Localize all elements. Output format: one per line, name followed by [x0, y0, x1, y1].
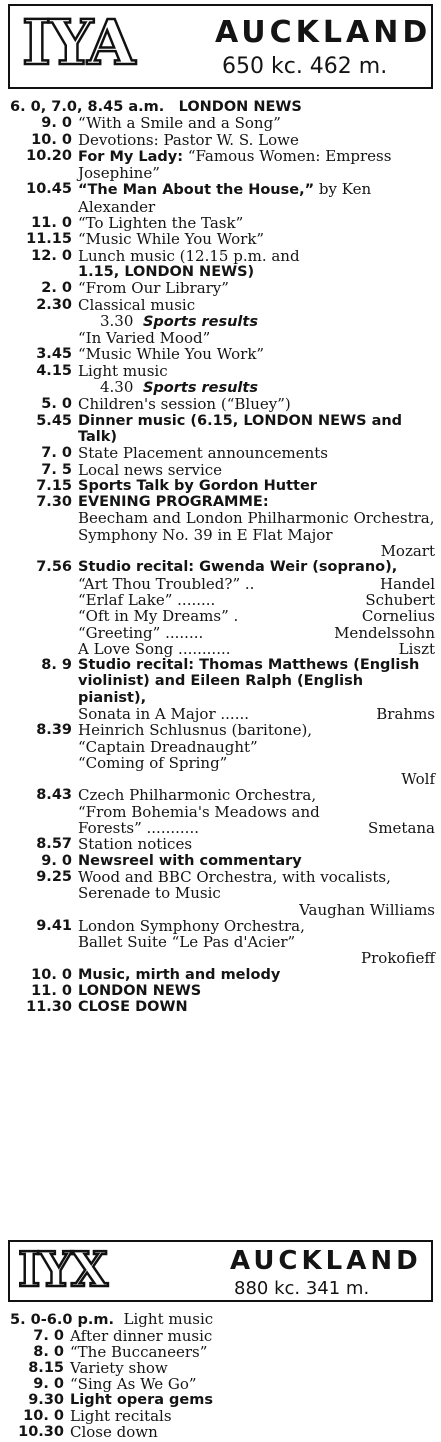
song-title: “Coming of Spring” — [78, 753, 228, 772]
programme-time: 8. 9 — [41, 657, 72, 674]
song-composer: Schubert — [365, 590, 435, 609]
programme-row — [0, 215, 441, 231]
programme-title: “The Man About the House,” — [78, 182, 315, 199]
programme-list-1yx — [0, 1311, 441, 1440]
programme-time: 4.15 — [36, 362, 72, 379]
song-composer: Smetana — [368, 819, 435, 838]
programme-row — [0, 248, 441, 281]
programme-time: 8.43 — [36, 787, 72, 804]
programme-time: 9. 0 — [41, 852, 72, 869]
programme-row — [0, 396, 441, 412]
programme-time: 8.57 — [36, 836, 72, 853]
programme-time: 12. 0 — [31, 247, 72, 264]
programme-time: 5. 0-6.0 p.m. — [10, 1312, 114, 1328]
programme-time: 8.39 — [36, 722, 72, 739]
programme-detail: 1.15, LONDON NEWS) — [78, 263, 255, 280]
station-frequency: 880 kc. 341 m. — [234, 1278, 370, 1299]
song-composer: Liszt — [398, 639, 435, 658]
programme-time: 9. 0 — [33, 1376, 64, 1392]
programme-title: After dinner music — [70, 1327, 213, 1345]
programme-row — [0, 297, 441, 347]
song-line — [78, 576, 435, 592]
programme-row — [0, 836, 441, 852]
programme-time: 11. 0 — [31, 983, 72, 1000]
programme-work: Serenade to Music — [78, 884, 221, 903]
programme-title: CLOSE DOWN — [78, 999, 188, 1016]
song-line — [78, 592, 435, 608]
programme-title: For My Lady: — [78, 148, 184, 165]
song-title: “From Bohemia's Meadows and Forests” ........... — [78, 802, 320, 838]
programme-title: “To Lighten the Task” — [78, 214, 244, 233]
programme-time: 11. 0 — [31, 215, 72, 232]
programme-title: Light music — [78, 361, 168, 380]
programme-title: Light music — [123, 1310, 214, 1328]
programme-title: Dinner music (6.15, LONDON NEWS and Talk) — [78, 412, 403, 445]
programme-time: 8. 0 — [33, 1344, 64, 1360]
song-title: “Captain Dreadnaught” — [78, 737, 258, 756]
programme-time: 7. 5 — [41, 461, 72, 478]
programme-title: Station notices — [78, 835, 193, 854]
programme-work: Ballet Suite “Le Pas d'Acier” — [78, 933, 296, 952]
programme-row — [0, 853, 441, 869]
programme-title: Sports Talk by Gordon Hutter — [78, 477, 317, 494]
programme-title: LONDON NEWS — [178, 99, 302, 115]
programme-time: 10.20 — [26, 147, 72, 164]
programme-row — [0, 445, 441, 461]
programme-detail: “In Varied Mood” — [78, 329, 211, 348]
programme-time: 7.15 — [36, 477, 72, 494]
programme-work: Symphony No. 39 in E Flat Major — [78, 525, 333, 544]
programme-row — [0, 1392, 441, 1408]
programme-time: 10.45 — [26, 181, 72, 198]
programme-title: “The Buccaneers” — [70, 1343, 208, 1361]
programme-row — [0, 967, 441, 983]
programme-title: “Music While You Work” — [78, 345, 265, 364]
programme-title: Close down — [70, 1423, 158, 1441]
programme-row — [0, 1328, 441, 1344]
programme-title: Children's session (“Bluey”) — [78, 395, 291, 414]
programme-row — [0, 1376, 441, 1392]
programme-title: Variety show — [70, 1359, 168, 1377]
programme-row — [0, 559, 441, 657]
programme-time: 9. 0 — [41, 115, 72, 132]
programme-time: 3.45 — [36, 346, 72, 363]
programme-row — [0, 413, 441, 446]
programme-row — [0, 1424, 441, 1440]
programme-detail: Sports results — [142, 380, 258, 397]
programme-time: 5.45 — [36, 412, 72, 429]
programme-row — [0, 148, 441, 182]
programme-row — [0, 181, 441, 215]
programme-title: “From Our Library” — [78, 279, 229, 298]
programme-row — [0, 115, 441, 131]
programme-time: 9.41 — [36, 917, 72, 934]
programme-title: EVENING PROGRAMME: — [78, 494, 269, 511]
programme-title: Lunch music (12.15 p.m. and — [78, 246, 300, 265]
programme-row — [0, 1360, 441, 1376]
programme-title: Light recitals — [70, 1407, 172, 1425]
song-title: A Love Song ........... — [78, 639, 231, 658]
programme-row — [0, 999, 441, 1015]
programme-time: 11.30 — [26, 999, 72, 1016]
programme-time: 9.30 — [28, 1392, 64, 1408]
programme-composer: Mozart — [380, 542, 435, 561]
programme-title: “Sing As We Go” — [70, 1375, 197, 1393]
programme-title: Light opera gems — [70, 1392, 214, 1408]
programme-title: Studio recital: Gwenda Weir (soprano), — [78, 559, 398, 576]
programme-title: LONDON NEWS — [78, 983, 202, 1000]
programme-title: Music, mirth and melody — [78, 966, 281, 983]
programme-subtime: 4.30 — [100, 378, 134, 397]
song-title: Sonata in A Major ...... — [78, 704, 250, 723]
song-title: “Erlaf Lake” ........ — [78, 590, 216, 609]
programme-row — [0, 231, 441, 247]
programme-title: Local news service — [78, 460, 223, 479]
programme-detail: “Famous Women: Empress Josephine” — [78, 146, 392, 183]
programme-row — [0, 494, 441, 559]
programme-time: 6. 0, 7.0, 8.45 a.m. — [10, 99, 165, 115]
programme-row — [0, 478, 441, 494]
programme-title: Heinrich Schlusnus (baritone), — [78, 721, 313, 740]
programme-row — [0, 1311, 441, 1328]
station-city: AUCKLAND — [230, 1246, 422, 1276]
programme-title: Newsreel with commentary — [78, 852, 302, 869]
station-call-sign: IYA — [22, 6, 134, 79]
song-line — [78, 608, 435, 624]
programme-time: 10.30 — [18, 1424, 64, 1440]
programme-composer: Vaughan Williams — [299, 900, 435, 919]
programme-title: London Symphony Orchestra, — [78, 916, 305, 935]
programme-row — [0, 98, 441, 115]
programme-subtime: 3.30 — [100, 311, 134, 330]
song-line — [78, 641, 435, 657]
programme-title: “Music While You Work” — [78, 230, 265, 249]
programme-time: 7.30 — [36, 494, 72, 511]
song-composer: Mendelssohn — [334, 623, 435, 642]
programme-row — [0, 346, 441, 362]
programme-time: 7. 0 — [41, 445, 72, 462]
song-composer: Brahms — [376, 704, 435, 723]
programme-title: “With a Smile and a Song” — [78, 114, 281, 133]
programme-time: 2. 0 — [41, 280, 72, 297]
programme-time: 7. 0 — [33, 1328, 64, 1344]
station-frequency: 650 kc. 462 m. — [222, 54, 388, 79]
programme-title: Studio recital: Thomas Matthews (English violinist) and Eileen Ralph (English pianist), — [78, 657, 420, 706]
song-line — [78, 804, 435, 837]
programme-row — [0, 869, 441, 918]
programme-time: 5. 0 — [41, 396, 72, 413]
programme-row — [0, 280, 441, 296]
song-title: “Oft in My Dreams” . — [78, 607, 239, 626]
station-header-1yx — [8, 1240, 433, 1302]
programme-row — [0, 657, 441, 722]
station-call-sign: IYX — [18, 1242, 106, 1298]
programme-detail: by Ken Alexander — [78, 180, 372, 216]
programme-composer: Prokofieff — [361, 949, 435, 968]
programme-row — [0, 1408, 441, 1424]
programme-time: 7.56 — [36, 559, 72, 576]
programme-time: 10. 0 — [23, 1408, 64, 1424]
programme-row — [0, 462, 441, 478]
programme-row — [0, 918, 441, 967]
song-title: “Greeting” ........ — [78, 623, 204, 642]
programme-title: Classical music — [78, 295, 196, 314]
programme-time: 9.25 — [36, 868, 72, 885]
song-composer: Cornelius — [361, 607, 435, 626]
programme-time: 8.15 — [28, 1360, 64, 1376]
programme-time: 2.30 — [36, 296, 72, 313]
song-composer: Wolf — [401, 770, 435, 789]
programme-title: Wood and BBC Orchestra, with vocalists, — [78, 867, 391, 886]
programme-time: 11.15 — [26, 231, 72, 248]
programme-row — [0, 132, 441, 148]
song-title: “Art Thou Troubled?” .. — [78, 574, 255, 593]
programme-title: Czech Philharmonic Orchestra, — [78, 786, 317, 805]
song-line — [78, 706, 435, 722]
station-header-1ya — [8, 4, 433, 89]
station-city: AUCKLAND — [215, 15, 432, 50]
song-line — [78, 625, 435, 641]
programme-detail: Sports results — [142, 313, 258, 330]
programme-row — [0, 1344, 441, 1360]
programme-row — [0, 983, 441, 999]
programme-list-1ya — [0, 98, 441, 1016]
song-composer: Handel — [380, 574, 435, 593]
programme-row — [0, 363, 441, 397]
programme-time: 10. 0 — [31, 966, 72, 983]
programme-detail: Beecham and London Philharmonic Orchestra, — [78, 509, 435, 528]
programme-time: 10. 0 — [31, 131, 72, 148]
programme-row — [0, 722, 441, 787]
programme-title: State Placement announcements — [78, 444, 328, 463]
programme-row — [0, 787, 441, 836]
programme-title: Devotions: Pastor W. S. Lowe — [78, 130, 299, 149]
